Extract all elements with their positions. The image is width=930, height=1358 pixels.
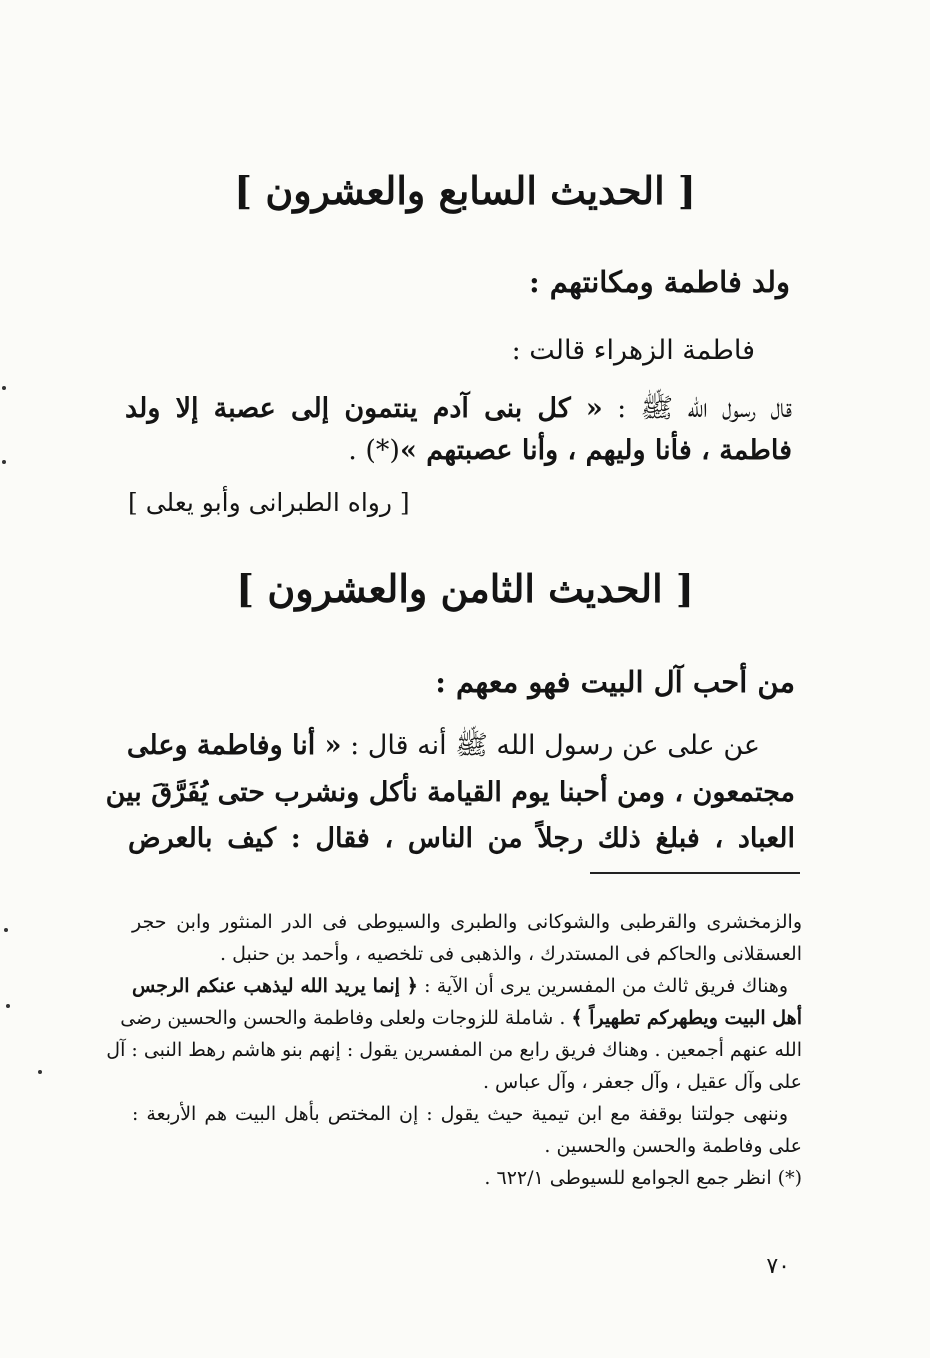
hadith-28-line-2: مجتمعون ، ومن أحبنا يوم القيامة نأكل ونشرب حتى يُفَرَّقَ بين [105, 777, 795, 808]
hadith-27-heading: [ الحديث السابع والعشرون ] [234, 168, 696, 213]
hadith-28-line-1-plain: عن على عن رسول الله ﷺ أنه قال : [341, 730, 760, 761]
footnote-line-4-plain: . شاملة للزوجات ولعلى وفاطمة والحسن والحسين رضى [120, 1007, 572, 1029]
hadith-27-source: [ رواه الطبرانى وأبو يعلى ] [128, 488, 410, 517]
hadith-27-line-2-bold: فاطمة ، فأنا وليهم ، وأنا عصبتهم » [399, 435, 792, 466]
hadith-28-line-3: العباد ، فبلغ ذلك رجلاً من الناس ، فقال : كيف بالعرض [128, 823, 795, 854]
footnote-line-5: الله عنهم أجمعين . وهناك فريق رابع من المفسرين يقول : إنهم بنو هاشم رهط النبى : آل [106, 1039, 802, 1061]
scan-speck [4, 928, 8, 932]
quran-verse-part-2: أهل البيت ويطهركم تطهيراً ﴾ [571, 1007, 802, 1029]
hadith-27-narrator: فاطمة الزهراء قالت : [511, 335, 755, 366]
hadith-27-line-1-plain: قال رسول الله ﷺ : [602, 393, 792, 424]
footnote-line-8: على وفاطمة والحسن والحسين . [544, 1135, 802, 1157]
footnote-line-3 [132, 970, 802, 1002]
footnote-line-1: والزمخشرى والقرطبى والشوكانى والطبرى والسيوطى فى الدر المنثور وابن حجر [132, 911, 802, 933]
page-number: ٧٠ [766, 1254, 790, 1279]
footnote-marker: (*) . [348, 435, 400, 466]
footnote-line-2: العسقلانى والحاكم فى المستدرك ، والذهبى فى تلخصيه ، وأحمد بن حنبل . [220, 943, 802, 965]
footnotes [106, 906, 802, 1194]
scan-speck [38, 1070, 42, 1074]
footnote-line-9: (*) انظر جمع الجوامع للسيوطى ٦٢٢/١ . [484, 1167, 802, 1189]
hadith-27-line-1 [125, 388, 792, 430]
scan-speck [2, 386, 6, 390]
footnote-line-4 [120, 1002, 802, 1034]
hadith-27-line-2 [348, 430, 792, 472]
hadith-28-line-1-bold: « أنا وفاطمة وعلى [126, 730, 342, 761]
hadith-27-subtitle: ولد فاطمة ومكانتهم : [528, 265, 790, 299]
hadith-28-subtitle: من أحب آل البيت فهو معهم : [435, 665, 795, 699]
scan-speck [2, 460, 6, 464]
hadith-28-heading: [ الحديث الثامن والعشرون ] [236, 566, 694, 611]
hadith-28-line-1 [128, 725, 760, 767]
footnote-separator [590, 872, 800, 874]
footnote-line-6: على وآل عقيل ، وآل جعفر ، وآل عباس . [482, 1071, 802, 1093]
scan-speck [6, 1004, 10, 1008]
hadith-27-line-1-bold: « كل بنى آدم ينتمون إلى عصبة إلا ولد [125, 393, 603, 424]
footnote-line-3-plain: وهناك فريق ثالث من المفسرين يرى أن الآية : [417, 975, 788, 997]
quran-verse-part-1: ﴿ إنما يريد الله ليذهب عنكم الرجس [132, 975, 418, 997]
footnote-line-7: وننهى جولتنا بوقفة مع ابن تيمية حيث يقول : إن المختص بأهل البيت هم الأربعة : [132, 1103, 788, 1125]
